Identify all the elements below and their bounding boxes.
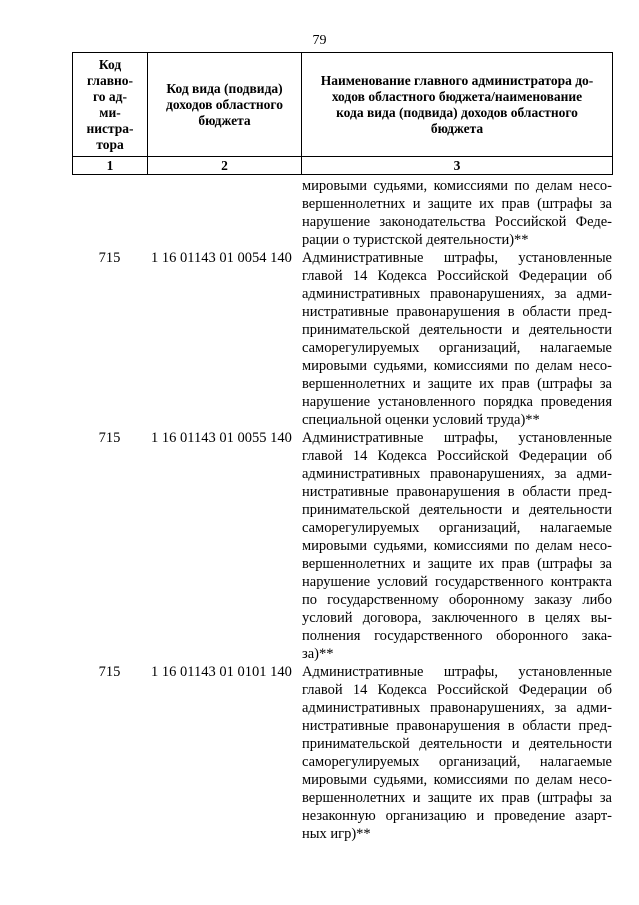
- budget-table: [72, 52, 612, 843]
- header-admin-code: Код главно- го ад- ми- нистра- тора: [73, 53, 148, 157]
- income-name: Административные штрафы, установленные главой 14 Кодекса Российской Федерации об административных правонарушениях, за адми- нистративные правонарушения в области пред- принимательской деятельности и деятельности саморегулируемых организаций, налагаемые мировыми судьями, комиссиями по делам несо- вершеннолетних и защите их прав (штрафы за нарушение условий государственного контракта по государственному оборонному заказу либо условий договора, заключенного в целях вы- полнения государственного оборонного зака- за)**: [302, 430, 612, 662]
- table-row: [72, 249, 612, 429]
- column-number: 1: [73, 157, 148, 175]
- column-number: 3: [302, 157, 613, 175]
- header-kbk: Код вида (подвида) доходов областного бюджета: [148, 53, 302, 157]
- table-row: [72, 663, 612, 843]
- kbk-code: 1 16 01143 01 0054 140: [151, 250, 292, 266]
- admin-code: 715: [98, 430, 121, 446]
- column-number: 2: [148, 157, 302, 175]
- table-row: [72, 429, 612, 663]
- admin-code: 715: [98, 664, 121, 680]
- continuation-row: [72, 177, 612, 249]
- admin-code: 715: [98, 250, 121, 266]
- income-name: Административные штрафы, установленные главой 14 Кодекса Российской Федерации об административных правонарушениях, за адми- нистративные правонарушения в области пред- принимательской деятельности и деятельности саморегулируемых организаций, налагаемые мировыми судьями, комиссиями по делам несо- вершеннолетних и защите их прав (штрафы за нарушение установленного порядка проведения специальной оценки условий труда)**: [302, 250, 612, 428]
- kbk-code: 1 16 01143 01 0055 140: [151, 430, 292, 446]
- page-number: 79: [312, 33, 327, 48]
- kbk-code: 1 16 01143 01 0101 140: [151, 664, 292, 680]
- continuation-text: мировыми судьями, комиссиями по делам несо- вершеннолетних и защите их прав (штрафы за нарушение законодательства Российской Феде- рации о туристской деятельности)**: [302, 178, 612, 248]
- income-name: Административные штрафы, установленные главой 14 Кодекса Российской Федерации об административных правонарушениях, за адми- нистративные правонарушения в области пред- принимательской деятельности и деятельности саморегулируемых организаций, налагаемые мировыми судьями, комиссиями по делам несо- вершеннолетних и защите их прав (штрафы за незаконную организацию и проведение азарт- ных игр)**: [302, 664, 612, 842]
- header-name: Наименование главного администратора до- ходов областного бюджета/наименование кода вида (подвида) доходов областного бюджета: [302, 53, 613, 157]
- table-header: [72, 52, 613, 175]
